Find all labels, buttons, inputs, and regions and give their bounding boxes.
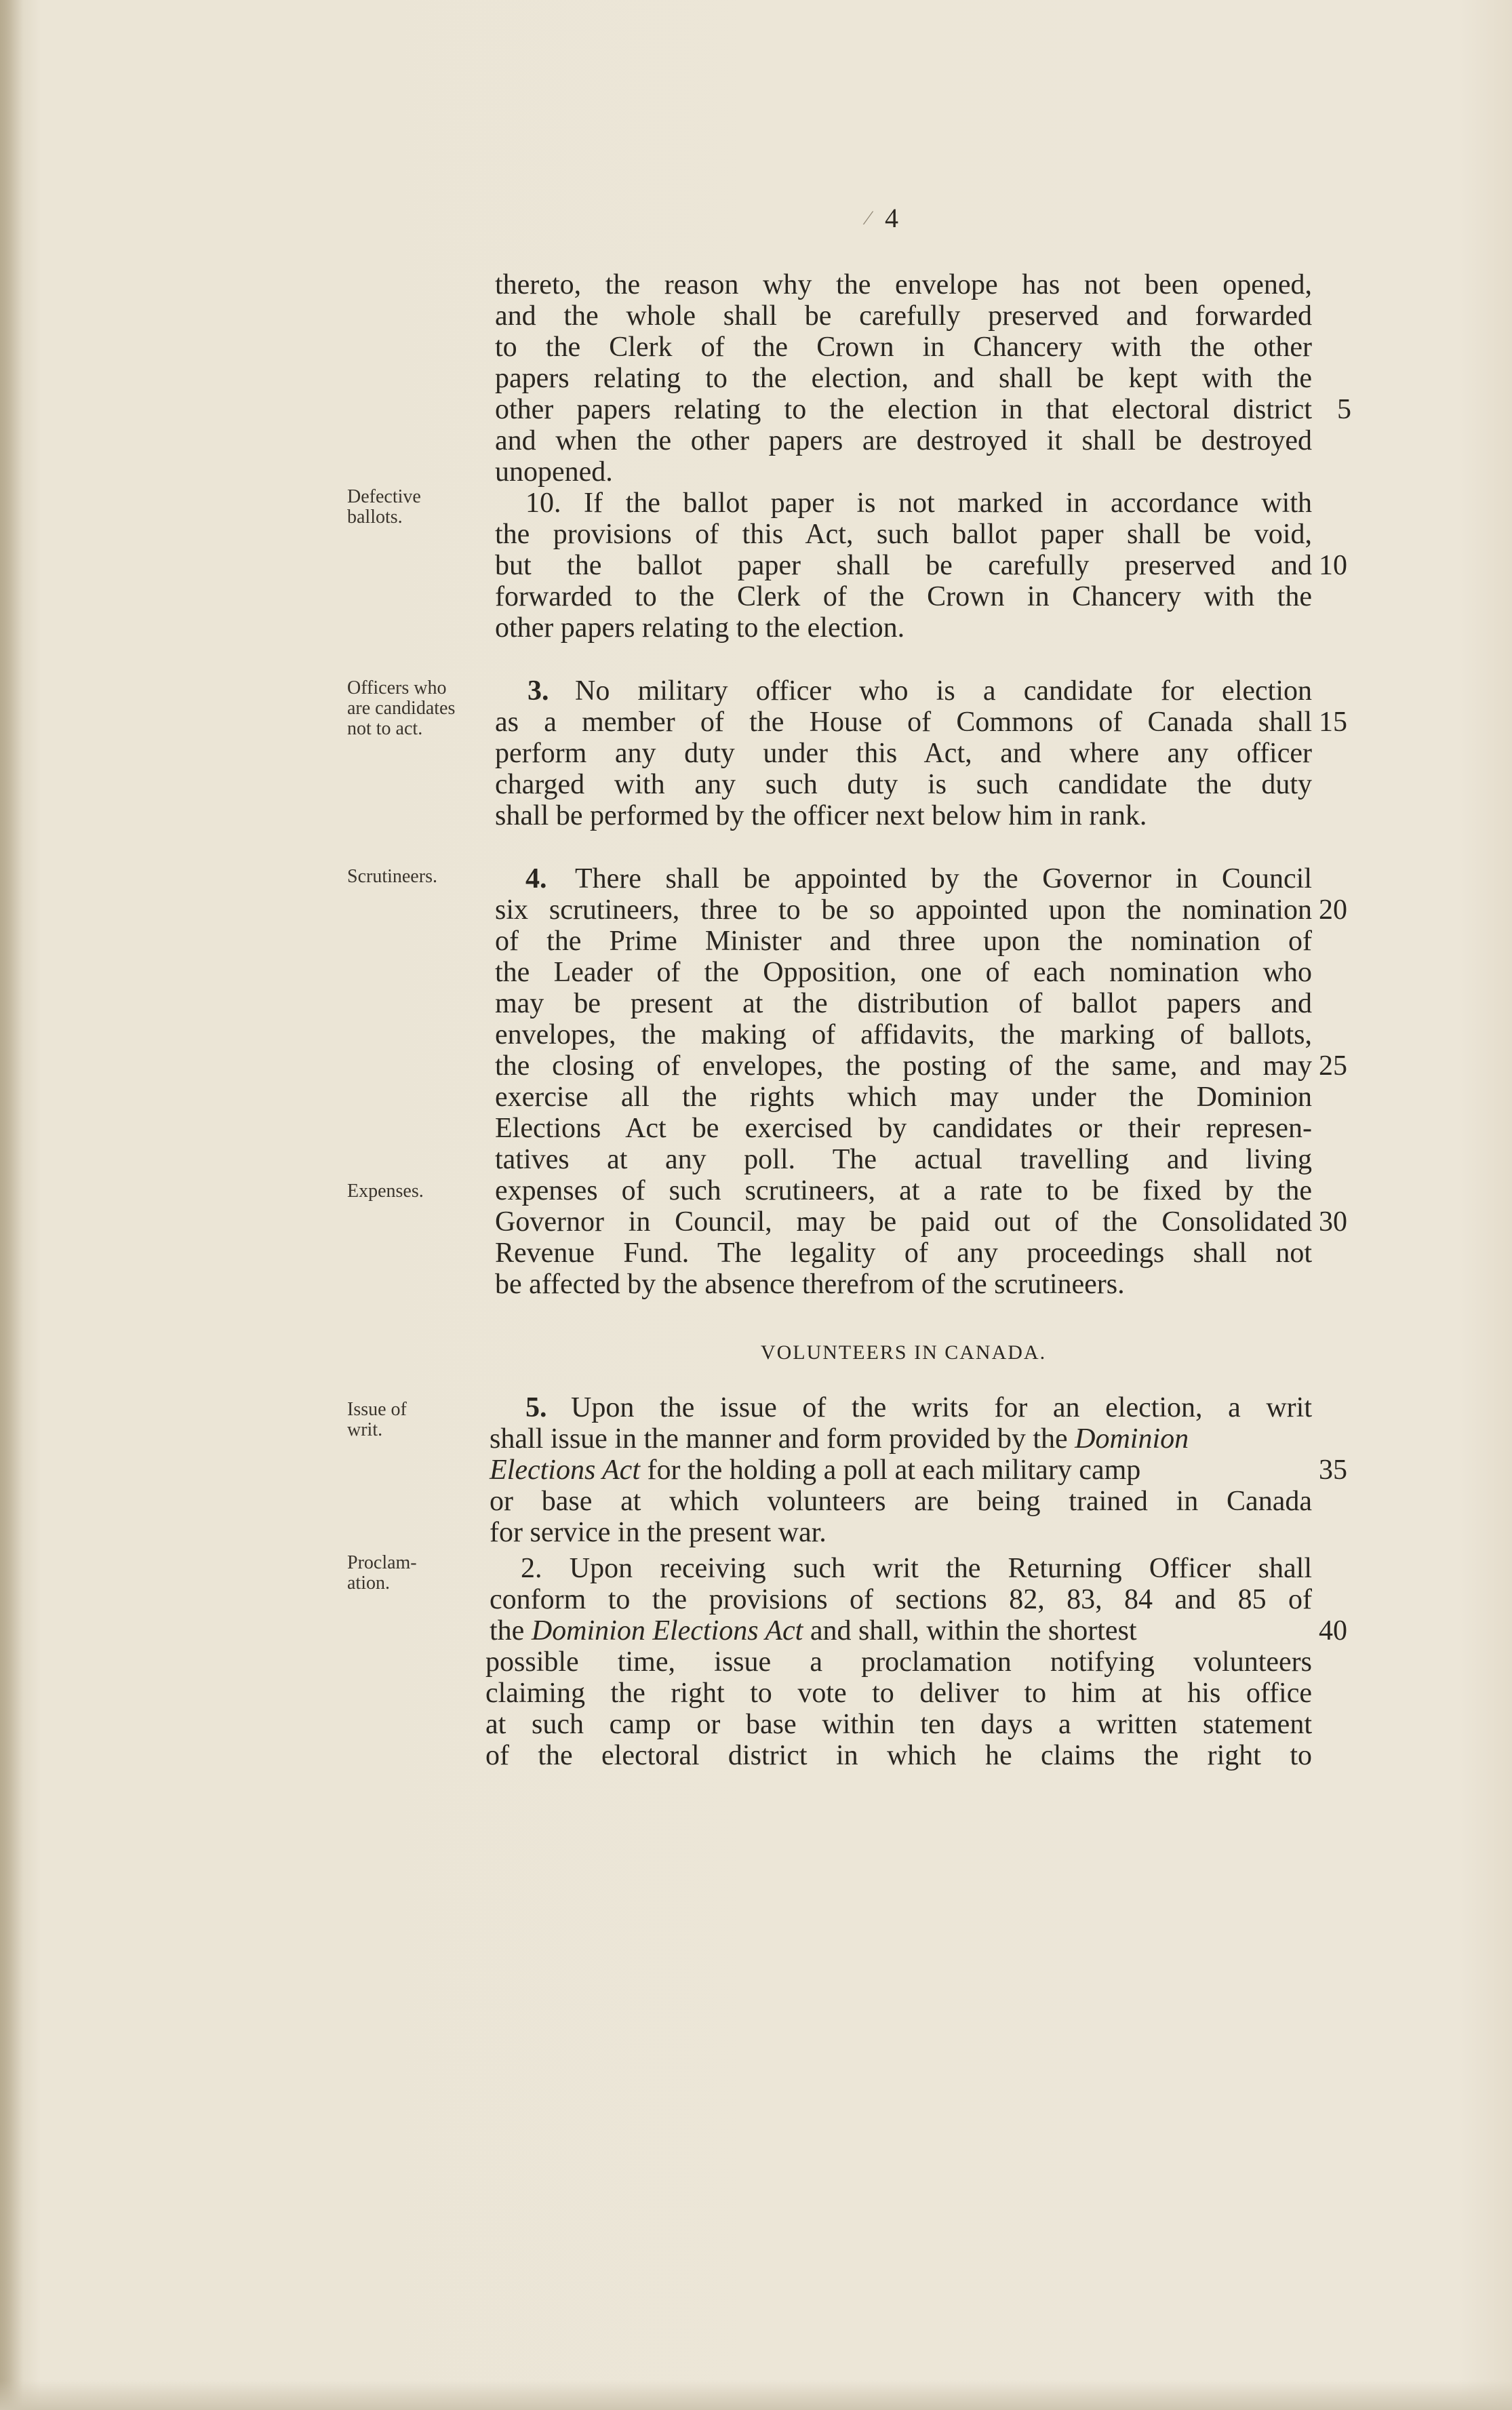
side-note-line: Proclam-: [347, 1552, 417, 1573]
side-note-defective-ballots: [347, 487, 421, 528]
side-note-line: Expenses.: [347, 1181, 424, 1202]
text-line: and the whole shall be carefully preserved and forwarded: [495, 300, 1312, 332]
text-line: as a member of the House of Commons of Canada shall: [495, 707, 1312, 738]
text-line: possible time, issue a proclamation notifying volunteers: [485, 1646, 1312, 1678]
text-line: tatives at any poll. The actual travelling and living: [495, 1144, 1312, 1175]
text-line: Upon the issue of the writs for an election, a writ: [571, 1392, 1312, 1423]
text-line: conform to the provisions of sections 82, 83, 84 and 85 of: [490, 1584, 1312, 1615]
side-note-line: Issue of: [347, 1399, 407, 1420]
side-note-line: Officers who: [347, 677, 447, 698]
act-title: Dominion Elections Act: [531, 1615, 803, 1646]
line-number: 15: [1319, 707, 1347, 738]
text-line: No military officer who is a candidate for election: [575, 675, 1312, 707]
line-number: 25: [1319, 1050, 1347, 1082]
line-number: 35: [1319, 1455, 1347, 1486]
text-line: expenses of such scrutineers, at a rate to be fixed by the: [495, 1175, 1312, 1206]
text-line: of the Prime Minister and three upon the nomination of: [495, 926, 1312, 957]
side-note-line: writ.: [347, 1419, 383, 1440]
page-number: 4: [885, 203, 898, 233]
text-line: Elections Act be exercised by candidates or their represen-: [495, 1113, 1312, 1144]
text-line: thereto, the reason why the envelope has not been opened,: [495, 269, 1312, 300]
side-note-proclamation: [347, 1553, 417, 1594]
text-line: the Leader of the Opposition, one of each nomination who: [495, 957, 1312, 988]
side-note-line: Scrutineers.: [347, 866, 437, 887]
line-number: 10: [1319, 550, 1347, 581]
line-number: 40: [1319, 1615, 1347, 1646]
side-note-line: ballots.: [347, 507, 403, 528]
text-segment: shall issue in the manner and form provided by the: [490, 1423, 1068, 1455]
act-title: Elections Act: [490, 1455, 640, 1486]
text-segment: and shall, within the shortest: [810, 1615, 1137, 1646]
side-note-issue-of-writ: [347, 1400, 407, 1440]
text-line: at such camp or base within ten days a written statement: [485, 1709, 1312, 1740]
text-line: or base at which volunteers are being trained in Canada: [490, 1486, 1312, 1517]
text-line: other papers relating to the election.: [495, 612, 905, 644]
text-line: 2. Upon receiving such writ the Returning Officer shall: [521, 1553, 1312, 1584]
section-number: 4.: [525, 863, 547, 894]
line-number: 5: [1337, 394, 1351, 425]
text-line: perform any duty under this Act, and where any officer: [495, 738, 1312, 769]
side-note-expenses: [347, 1181, 424, 1202]
text-line: [490, 1615, 1312, 1646]
text-line: Governor in Council, may be paid out of the Consolidated: [495, 1206, 1312, 1238]
text-line: forwarded to the Clerk of the Crown in Chancery with the: [495, 581, 1312, 612]
text-line: and when the other papers are destroyed it shall be destroyed: [495, 425, 1312, 456]
act-title: Dominion: [1075, 1423, 1189, 1455]
text-line: other papers relating to the election in that electoral district: [495, 394, 1312, 425]
text-line: for service in the present war.: [490, 1517, 827, 1548]
text-line: envelopes, the making of affidavits, the marking of ballots,: [495, 1019, 1312, 1050]
line-number: 20: [1319, 894, 1347, 926]
text-line: [490, 1455, 1312, 1486]
text-segment: for the holding a poll at each military camp: [647, 1455, 1141, 1486]
text-line: claiming the right to vote to deliver to him at his office: [485, 1678, 1312, 1709]
side-note-officers: [347, 678, 455, 739]
text-line: unopened.: [495, 456, 613, 488]
text-line: exercise all the rights which may under the Dominion: [495, 1082, 1312, 1113]
text-line: the provisions of this Act, such ballot paper shall be void,: [495, 519, 1312, 550]
text-line: may be present at the distribution of ballot papers and: [495, 988, 1312, 1019]
text-line: papers relating to the election, and shall be kept with the: [495, 363, 1312, 394]
side-note-line: ation.: [347, 1573, 390, 1594]
text-line: be affected by the absence therefrom of the scrutineers.: [495, 1269, 1125, 1300]
text-line: the closing of envelopes, the posting of the same, and may: [495, 1050, 1312, 1082]
pencil-mark-icon: ⁄: [867, 207, 871, 229]
text-line: but the ballot paper shall be carefully preserved and: [495, 550, 1312, 581]
side-note-line: not to act.: [347, 718, 423, 739]
text-line: charged with any such duty is such candidate the duty: [495, 769, 1312, 800]
section-number: 5.: [525, 1392, 547, 1423]
line-number: 30: [1319, 1206, 1347, 1238]
text-line: 10. If the ballot paper is not marked in accordance with: [525, 488, 1312, 519]
text-line: shall be performed by the officer next below him in rank.: [495, 800, 1147, 831]
text-segment: the: [490, 1615, 525, 1646]
text-line: [490, 1423, 1312, 1455]
side-note-line: Defective: [347, 486, 421, 507]
section-number: 3.: [528, 675, 549, 707]
gutter-shadow: [0, 0, 23, 2410]
section-heading: VOLUNTEERS IN CANADA.: [760, 1341, 1047, 1364]
text-line: Revenue Fund. The legality of any proceedings shall not: [495, 1238, 1312, 1269]
text-line: to the Clerk of the Crown in Chancery with the other: [495, 332, 1312, 363]
side-note-scrutineers: [347, 867, 437, 887]
side-note-line: are candidates: [347, 698, 456, 719]
text-line: of the electoral district in which he claims the right to: [485, 1740, 1312, 1771]
bottom-edge: [0, 2380, 1512, 2410]
text-line: six scrutineers, three to be so appointed upon the nomination: [495, 894, 1312, 926]
text-line: There shall be appointed by the Governor in Council: [575, 863, 1312, 894]
